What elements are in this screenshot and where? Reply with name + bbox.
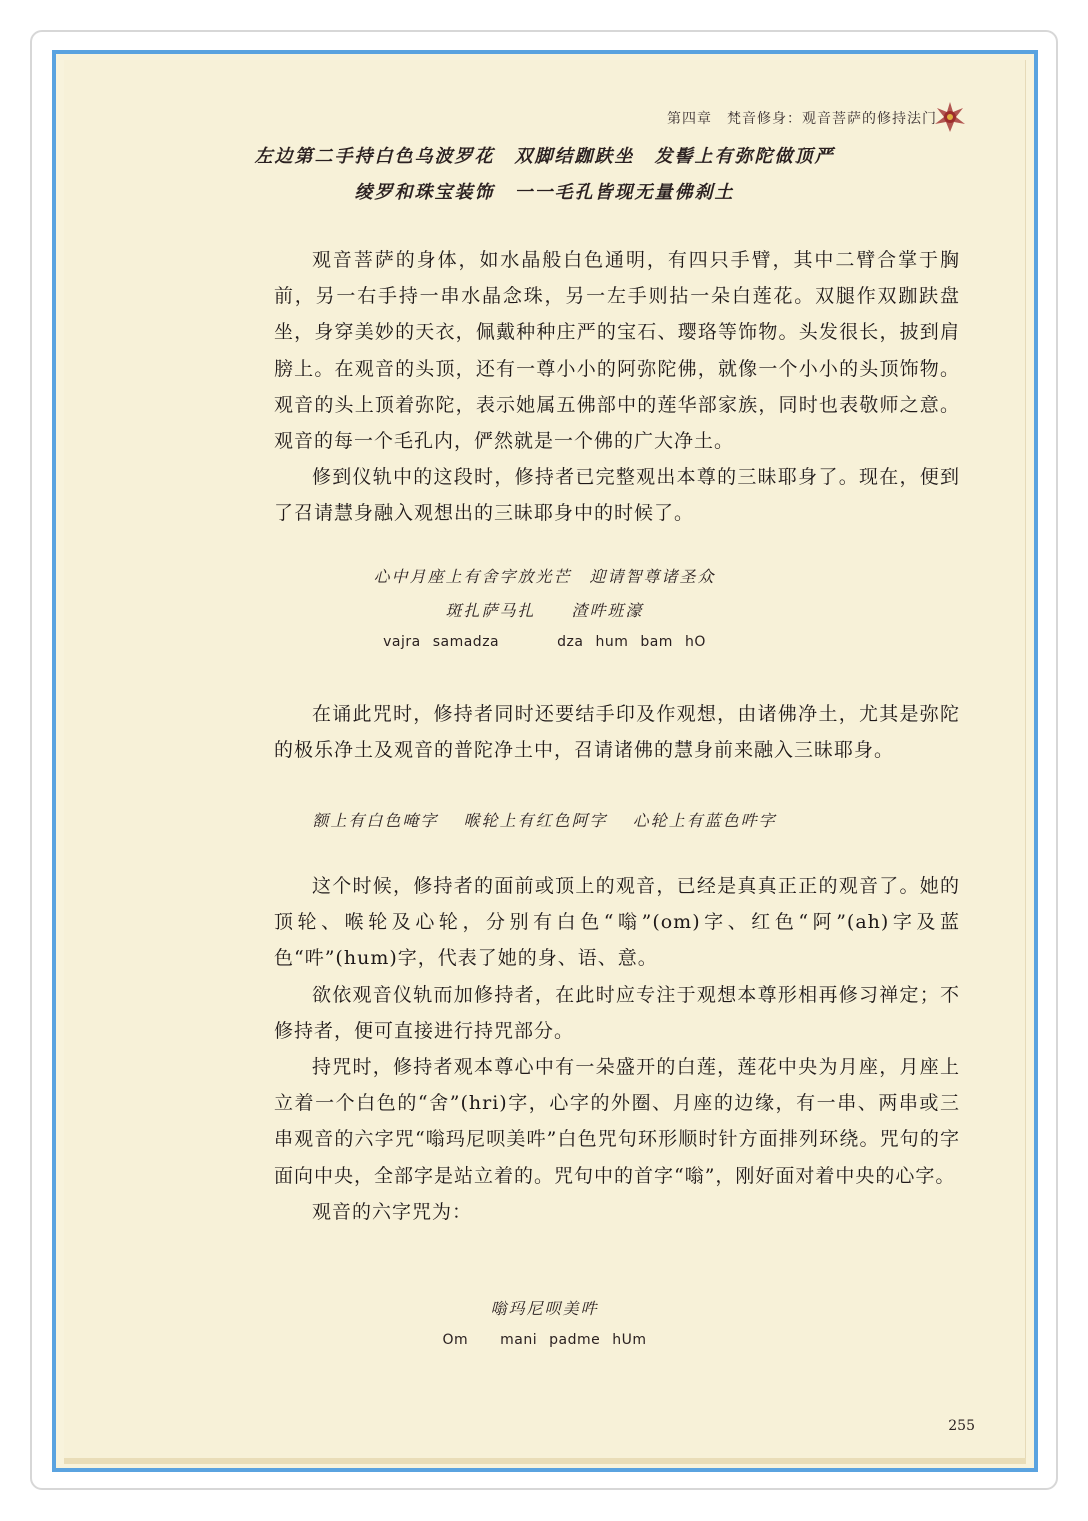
paragraph-group <box>274 242 960 532</box>
verse-line: 额上有白色唵字 喉轮上有红色阿字 心轮上有蓝色吽字 <box>312 811 777 830</box>
mantra-line: 心中月座上有舍字放光芒 迎请智尊诸圣众 <box>373 567 716 586</box>
paragraph-group <box>274 868 960 1230</box>
roman-syllable: bam <box>640 634 673 650</box>
roman-syllable: hO <box>684 634 706 650</box>
paragraph-group <box>274 696 960 768</box>
roman-syllable: Om <box>442 1332 469 1348</box>
roman-syllable: dza <box>557 634 584 650</box>
paragraph: 持咒时，修持者观本尊心中有一朵盛开的白莲，莲花中央为月座，月座上立着一个白色的“舍”(hri)字，心字的外圈、月座的边缘，有一串、两串或三串观音的六字咒“嗡玛尼呗美吽”白色咒句环形顺时针方面排列环绕。咒句的字面向中央，全部字是站立着的。咒句中的首字“嗡”，刚好面对着中央的心字。 <box>274 1056 960 1187</box>
roman-syllable: samadza <box>432 634 500 650</box>
roman-syllable: mani <box>500 1332 538 1348</box>
roman-syllable: vajra <box>383 634 421 650</box>
ornament-icon <box>933 100 967 134</box>
paragraph: 这个时候，修持者的面前或顶上的观音，已经是真真正正的观音了。她的顶轮、喉轮及心轮，分别有白色“嗡”(om)字、红色“阿”(ah)字及蓝色“吽”(hum)字，代表了她的身、语、意。 <box>274 875 960 970</box>
verse-line: 绫罗和珠宝装饰 一一毛孔皆现无量佛刹土 <box>354 182 735 203</box>
six-syllable-mantra: 嗡玛尼呗美吽 <box>490 1299 599 1318</box>
page-number: 255 <box>948 1418 975 1434</box>
page-edge <box>64 1458 1026 1464</box>
roman-syllable: hum <box>595 634 629 650</box>
paragraph: 欲依观音仪轨而加修持者，在此时应专注于观想本尊形相再修习禅定；不修持者，便可直接进行持咒部分。 <box>274 983 960 1042</box>
mantra-line: 斑扎萨马扎 渣吽班濠 <box>445 601 644 620</box>
mantra-romanization <box>64 1332 1025 1348</box>
paragraph: 观音菩萨的身体，如水晶般白色通明，有四只手臂，其中二臂合掌于胸前，另一右手持一串水晶念珠，另一左手则拈一朵白莲花。双腿作双跏趺盘坐，身穿美妙的天衣，佩戴种种庄严的宝石、璎珞等饰物。头发很长，披到肩膀上。在观音的头顶，还有一尊小小的阿弥陀佛，就像一个小小的头顶饰物。观音的头上顶着弥陀，表示她属五佛部中的莲华部家族，同时也表敬师之意。观音的每一个毛孔内，俨然就是一个佛的广大净土。 <box>274 249 960 453</box>
verse-line: 左边第二手持白色乌波罗花 双脚结跏趺坐 发髻上有弥陀做顶严 <box>254 146 835 167</box>
mantra-romanization <box>64 634 1025 650</box>
book-page <box>64 60 1026 1460</box>
page-frame <box>52 50 1038 1472</box>
running-header: 第四章 梵音修身：观音菩萨的修持法门 <box>667 111 937 127</box>
paragraph: 在诵此咒时，修持者同时还要结手印及作观想，由诸佛净土，尤其是弥陀的极乐净土及观音的普陀净土中，召请诸佛的慧身前来融入三昧耶身。 <box>274 703 960 762</box>
roman-syllable: hUm <box>612 1332 647 1348</box>
paragraph: 修到仪轨中的这段时，修持者已完整观出本尊的三昧耶身了。现在，便到了召请慧身融入观想出的三昧耶身中的时候了。 <box>274 466 960 525</box>
paragraph: 观音的六字咒为： <box>312 1200 473 1223</box>
roman-syllable: padme <box>549 1332 601 1348</box>
